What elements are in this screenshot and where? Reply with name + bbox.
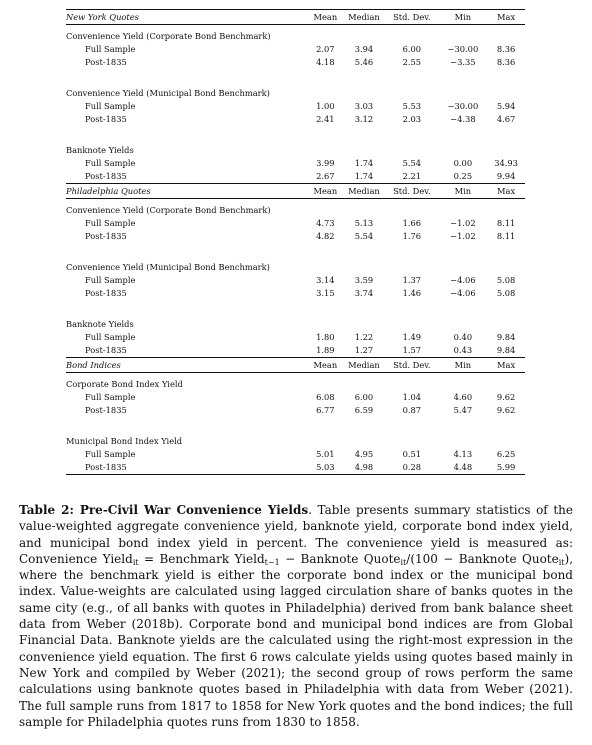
value-mean: 1.89 xyxy=(316,345,335,355)
group-label: Banknote Yields xyxy=(66,145,134,155)
column-header-min: Min xyxy=(439,184,488,199)
spacer-cell xyxy=(66,300,525,313)
value-std-dev: 1.46 xyxy=(402,288,422,298)
group-label-row xyxy=(66,199,525,218)
column-header-mean: Mean xyxy=(308,184,343,199)
column-header-median: Median xyxy=(343,184,385,199)
row-label: Post-1835 xyxy=(85,288,127,298)
spacer-row xyxy=(66,417,525,430)
value-max: 5.08 xyxy=(496,288,516,298)
value-median: 6.00 xyxy=(354,392,374,402)
value-max: 9.94 xyxy=(496,171,516,181)
value-min: −30.00 xyxy=(447,44,479,54)
section-header-row xyxy=(66,184,525,199)
row-label: Full Sample xyxy=(85,101,136,111)
group-label: Corporate Bond Index Yield xyxy=(66,379,183,389)
value-max: 8.36 xyxy=(496,57,516,67)
group-label-row xyxy=(66,373,525,392)
value-min: −30.00 xyxy=(447,101,479,111)
equation-denominator: /(100 − Banknote Quote xyxy=(406,551,559,566)
table-row xyxy=(66,170,525,184)
row-label: Post-1835 xyxy=(85,405,127,415)
value-median: 5.13 xyxy=(354,218,374,228)
table-row xyxy=(66,100,525,113)
caption-intro: . Table presents summary statistics of the value-weighted aggregate convenience yield, banknote yield, corporate bond index yield, and municipal bond index yield in percent. The convenience yield is measured as: xyxy=(19,503,573,550)
group-label: Banknote Yields xyxy=(66,319,134,329)
equation-subscript: it xyxy=(558,557,565,567)
section-title: Philadelphia Quotes xyxy=(66,184,308,199)
summary-statistics-table xyxy=(66,9,525,475)
group-label: Municipal Bond Index Yield xyxy=(66,436,183,446)
equation-lhs: Convenience Yield xyxy=(19,551,133,566)
value-min: 0.25 xyxy=(453,171,473,181)
row-label: Full Sample xyxy=(85,275,136,285)
value-median: 3.12 xyxy=(354,114,374,124)
row-label: Post-1835 xyxy=(66,461,308,475)
group-label: Convenience Yield (Municipal Bond Benchmark) xyxy=(66,88,270,98)
value-mean: 2.07 xyxy=(316,44,335,54)
table-row xyxy=(66,56,525,69)
row-label: Full Sample xyxy=(85,44,136,54)
value-median: 3.03 xyxy=(354,101,374,111)
table-row xyxy=(66,113,525,126)
value-std-dev: 1.66 xyxy=(402,218,422,228)
value-mean: 5.03 xyxy=(308,461,343,475)
value-min: −4.06 xyxy=(450,288,476,298)
value-std-dev: 5.53 xyxy=(402,101,422,111)
value-min: −4.06 xyxy=(450,275,476,285)
value-max: 9.84 xyxy=(496,332,516,342)
value-max: 9.62 xyxy=(496,405,516,415)
column-header-min: Min xyxy=(439,358,488,373)
value-max: 8.11 xyxy=(496,218,516,228)
table-row xyxy=(66,344,525,358)
group-label-row xyxy=(66,313,525,331)
group-label-row xyxy=(66,139,525,157)
value-min: 4.48 xyxy=(439,461,488,475)
value-mean: 4.18 xyxy=(316,57,335,67)
equation-banknote: − Banknote Quote xyxy=(279,551,401,566)
value-mean: 1.80 xyxy=(316,332,335,342)
caption-paragraph xyxy=(19,502,573,730)
value-std-dev: 1.57 xyxy=(402,345,422,355)
equation-subscript: it xyxy=(132,557,139,567)
table-row xyxy=(66,157,525,170)
row-label: Full Sample xyxy=(85,392,136,402)
table-row xyxy=(66,331,525,344)
section-title: Bond Indices xyxy=(66,358,308,373)
value-max: 9.62 xyxy=(496,392,516,402)
value-max: 4.67 xyxy=(496,114,516,124)
value-median: 6.59 xyxy=(354,405,374,415)
table-row xyxy=(66,461,525,475)
row-label: Post-1835 xyxy=(85,114,127,124)
value-median: 1.22 xyxy=(354,332,374,342)
value-mean: 2.41 xyxy=(316,114,335,124)
spacer-row xyxy=(66,300,525,313)
value-mean: 3.15 xyxy=(316,288,335,298)
row-label: Full Sample xyxy=(85,218,136,228)
row-label: Full Sample xyxy=(85,158,136,168)
value-std-dev: 0.28 xyxy=(385,461,439,475)
value-std-dev: 1.49 xyxy=(402,332,422,342)
value-min: 0.40 xyxy=(453,332,473,342)
section-header-row xyxy=(66,10,525,25)
value-mean: 6.77 xyxy=(316,405,335,415)
value-mean: 3.14 xyxy=(316,275,335,285)
value-std-dev: 6.00 xyxy=(402,44,422,54)
column-header-mean: Mean xyxy=(308,10,343,25)
value-std-dev: 1.37 xyxy=(402,275,422,285)
table-body xyxy=(66,10,525,475)
value-std-dev: 1.04 xyxy=(402,392,422,402)
spacer-row xyxy=(66,126,525,139)
group-label-row xyxy=(66,256,525,274)
value-std-dev: 0.51 xyxy=(402,449,422,459)
value-median: 4.98 xyxy=(343,461,385,475)
column-header-min: Min xyxy=(439,10,488,25)
value-max: 8.11 xyxy=(496,231,516,241)
row-label: Full Sample xyxy=(85,449,136,459)
table-caption xyxy=(19,502,573,730)
equation-subscript: it xyxy=(400,557,407,567)
group-label: Convenience Yield (Corporate Bond Benchmark) xyxy=(66,31,271,41)
equation-benchmark: = Benchmark Yield xyxy=(138,551,265,566)
value-min: 0.00 xyxy=(453,158,473,168)
value-max: 9.84 xyxy=(496,345,516,355)
value-min: −1.02 xyxy=(450,231,476,241)
value-median: 3.74 xyxy=(354,288,374,298)
column-header-median: Median xyxy=(343,358,385,373)
value-mean: 6.08 xyxy=(316,392,335,402)
section-title: New York Quotes xyxy=(66,10,308,25)
equation-subscript: t−1 xyxy=(264,557,280,567)
row-label: Post-1835 xyxy=(85,171,127,181)
column-header-median: Median xyxy=(343,10,385,25)
value-median: 4.95 xyxy=(354,449,374,459)
value-std-dev: 5.54 xyxy=(402,158,422,168)
table-row xyxy=(66,391,525,404)
value-median: 1.74 xyxy=(354,158,374,168)
value-median: 3.59 xyxy=(354,275,374,285)
value-min: 4.60 xyxy=(453,392,473,402)
table-row xyxy=(66,217,525,230)
group-label: Convenience Yield (Municipal Bond Benchmark) xyxy=(66,262,270,272)
column-header-max: Max xyxy=(487,184,525,199)
column-header-max: Max xyxy=(487,358,525,373)
value-median: 5.46 xyxy=(354,57,374,67)
value-min: −1.02 xyxy=(450,218,476,228)
spacer-row xyxy=(66,69,525,82)
value-max: 34.93 xyxy=(494,158,518,168)
group-label-row xyxy=(66,82,525,100)
value-std-dev: 0.87 xyxy=(402,405,422,415)
caption-label: Table 2: Pre-Civil War Convenience Yields xyxy=(19,503,309,517)
group-label: Convenience Yield (Corporate Bond Benchmark) xyxy=(66,205,271,215)
group-label-row xyxy=(66,25,525,44)
value-std-dev: 2.03 xyxy=(402,114,422,124)
value-max: 8.36 xyxy=(496,44,516,54)
spacer-cell xyxy=(66,417,525,430)
value-mean: 1.00 xyxy=(316,101,335,111)
column-header-mean: Mean xyxy=(308,358,343,373)
column-header-std-dev: Std. Dev. xyxy=(385,10,439,25)
value-max: 6.25 xyxy=(496,449,516,459)
table-row xyxy=(66,448,525,461)
column-header-max: Max xyxy=(487,10,525,25)
spacer-cell xyxy=(66,126,525,139)
spacer-cell xyxy=(66,243,525,256)
group-label-row xyxy=(66,430,525,448)
table-row xyxy=(66,287,525,300)
table-row xyxy=(66,274,525,287)
value-median: 5.54 xyxy=(354,231,374,241)
value-max: 5.94 xyxy=(496,101,516,111)
value-mean: 4.82 xyxy=(316,231,335,241)
row-label: Full Sample xyxy=(85,332,136,342)
value-median: 1.27 xyxy=(354,345,374,355)
row-label: Post-1835 xyxy=(85,57,127,67)
value-min: −3.35 xyxy=(450,57,476,67)
value-median: 1.74 xyxy=(354,171,374,181)
row-label: Post-1835 xyxy=(85,231,127,241)
value-std-dev: 2.55 xyxy=(402,57,422,67)
caption-body: where the benchmark yield is either the corporate bond index or the municipal bond index. Value-weights are calculated using lagged circulation share of banks quotes in the same city (e.g., of all banks with quotes in Philadelphia) derived from bank balance sheet data from Weber (2018b). Corporate bond and municipal bond indices are from Global Financial Data. Banknote yields are the calculated using the right-most expression in the convenience yield equation. The first 6 rows calculate yields using quotes based mainly in New York and compiled by Weber (2021); the second group of rows perform the same calculations using banknote quotes based in Philadelphia with data from Weber (2021). The full sample runs from 1817 to 1858 for New York quotes and the bond indices; the full sample for Philadelphia quotes runs from 1830 to 1858. xyxy=(19,568,573,729)
value-mean: 3.99 xyxy=(316,158,335,168)
value-min: 0.43 xyxy=(453,345,473,355)
value-std-dev: 1.76 xyxy=(402,231,422,241)
value-std-dev: 2.21 xyxy=(402,171,422,181)
spacer-row xyxy=(66,243,525,256)
spacer-cell xyxy=(66,69,525,82)
value-mean: 2.67 xyxy=(316,171,335,181)
section-header-row xyxy=(66,358,525,373)
table-row xyxy=(66,404,525,417)
value-max: 5.99 xyxy=(487,461,525,475)
value-min: −4.38 xyxy=(450,114,476,124)
value-median: 3.94 xyxy=(354,44,374,54)
row-label: Post-1835 xyxy=(85,345,127,355)
value-min: 4.13 xyxy=(453,449,473,459)
table-row xyxy=(66,43,525,56)
equation-close: ), xyxy=(564,551,574,566)
column-header-std-dev: Std. Dev. xyxy=(385,184,439,199)
column-header-std-dev: Std. Dev. xyxy=(385,358,439,373)
value-mean: 5.01 xyxy=(316,449,335,459)
value-max: 5.08 xyxy=(496,275,516,285)
value-mean: 4.73 xyxy=(316,218,335,228)
table-row xyxy=(66,230,525,243)
value-min: 5.47 xyxy=(453,405,473,415)
